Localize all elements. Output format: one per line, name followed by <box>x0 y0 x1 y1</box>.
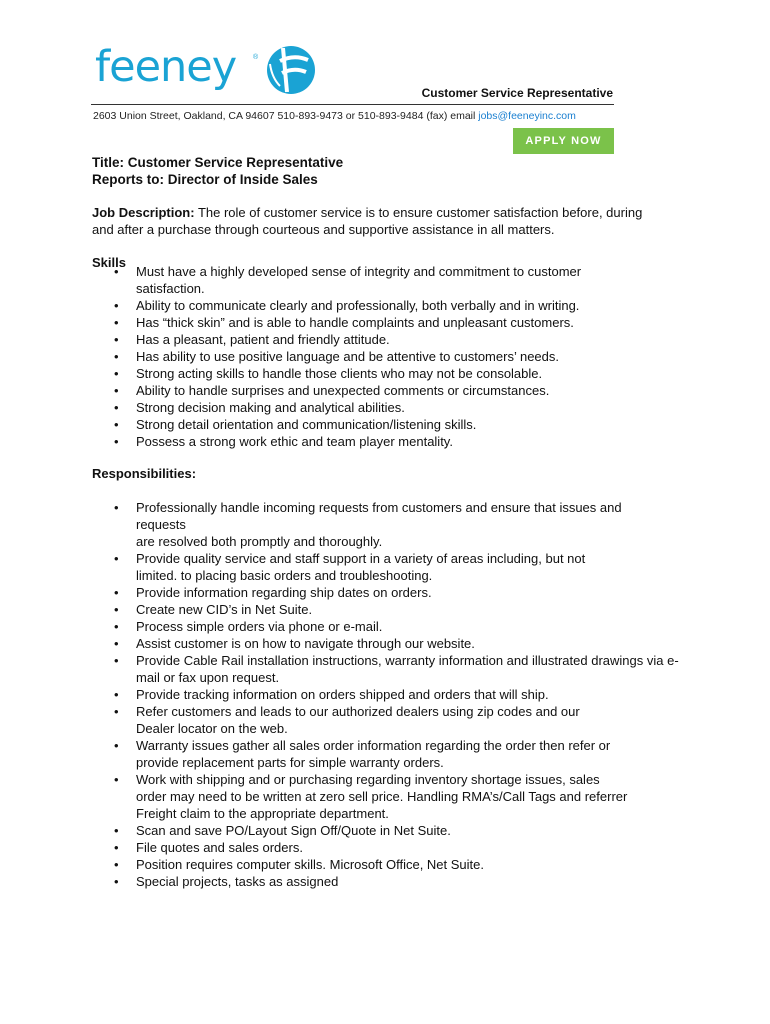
list-item: • Has “thick skin” and is able to handle complaints and unpleasant customers. <box>92 314 612 331</box>
list-item: • Provide information regarding ship dates on orders. <box>92 584 682 601</box>
job-posting-body <box>92 154 692 890</box>
list-item: • Ability to handle surprises and unexpected comments or circumstances. <box>92 382 612 399</box>
list-item: • Refer customers and leads to our authorized dealers using zip codes and our Dealer locator on the web. <box>92 703 682 737</box>
email-link[interactable]: jobs@feeneyinc.com <box>478 110 576 122</box>
document-title: Customer Service Representative <box>421 86 613 100</box>
list-item: • Has a pleasant, patient and friendly attitude. <box>92 331 612 348</box>
list-item: • Strong detail orientation and communication/listening skills. <box>92 416 612 433</box>
job-description <box>92 204 652 238</box>
list-item: • Provide quality service and staff support in a variety of areas including, but not limited. to placing basic orders and troubleshooting. <box>92 550 682 584</box>
list-item: • Has ability to use positive language and be attentive to customers’ needs. <box>92 348 612 365</box>
list-item: • Possess a strong work ethic and team player mentality. <box>92 433 612 450</box>
list-item: • Process simple orders via phone or e-mail. <box>92 618 682 635</box>
list-item: • Strong acting skills to handle those clients who may not be consolable. <box>92 365 612 382</box>
skills-list <box>92 263 612 450</box>
list-item: • Create new CID’s in Net Suite. <box>92 601 682 618</box>
list-item: • Provide tracking information on orders shipped and orders that will ship. <box>92 686 682 703</box>
list-item: • Scan and save PO/Layout Sign Off/Quote in Net Suite. <box>92 822 682 839</box>
logo-wordmark: feeney <box>95 42 237 92</box>
apply-now-button[interactable]: APPLY NOW <box>513 128 614 154</box>
job-title-line: Title: Customer Service Representative <box>92 155 344 170</box>
list-item: • Special projects, tasks as assigned <box>92 873 682 890</box>
list-item: • Assist customer is on how to navigate through our website. <box>92 635 682 652</box>
list-item: • File quotes and sales orders. <box>92 839 682 856</box>
job-description-text: The role of customer service is to ensure customer satisfaction before, during and after a purchase through courteous and supportive assistance in all matters. <box>92 205 643 237</box>
list-item: • Position requires computer skills. Microsoft Office, Net Suite. <box>92 856 682 873</box>
logo-trademark: ® <box>253 54 259 61</box>
list-item: • Must have a highly developed sense of integrity and commitment to customer satisfaction. <box>92 263 612 297</box>
skills-heading: Skills <box>92 255 126 270</box>
header-divider <box>91 104 614 105</box>
feeney-globe-icon <box>262 44 320 96</box>
list-item: • Warranty issues gather all sales order information regarding the order then refer or provide replacement parts for simple warranty orders. <box>92 737 682 771</box>
job-description-label: Job Description: <box>92 205 195 220</box>
list-item: • Provide Cable Rail installation instructions, warranty information and illustrated drawings via e-mail or fax upon request. <box>92 652 682 686</box>
address-text: 2603 Union Street, Oakland, CA 94607 510-893-9473 or 510-893-9484 (fax) email <box>93 110 479 122</box>
company-address <box>93 110 576 122</box>
list-item: • Strong decision making and analytical abilities. <box>92 399 612 416</box>
reports-to-line: Reports to: Director of Inside Sales <box>92 172 318 187</box>
list-item: • Ability to communicate clearly and professionally, both verbally and in writing. <box>92 297 612 314</box>
list-item: • Professionally handle incoming requests from customers and ensure that issues and requests are resolved both promptly and thoroughly. <box>92 499 682 550</box>
list-item: • Work with shipping and or purchasing regarding inventory shortage issues, sales order may need to be written at zero sell price. Handling RMA’s/Call Tags and referrer Freight claim to the appropriate department. <box>92 771 682 822</box>
responsibilities-heading: Responsibilities: <box>92 466 197 481</box>
responsibilities-list <box>92 499 682 890</box>
feeney-logo <box>95 44 325 100</box>
